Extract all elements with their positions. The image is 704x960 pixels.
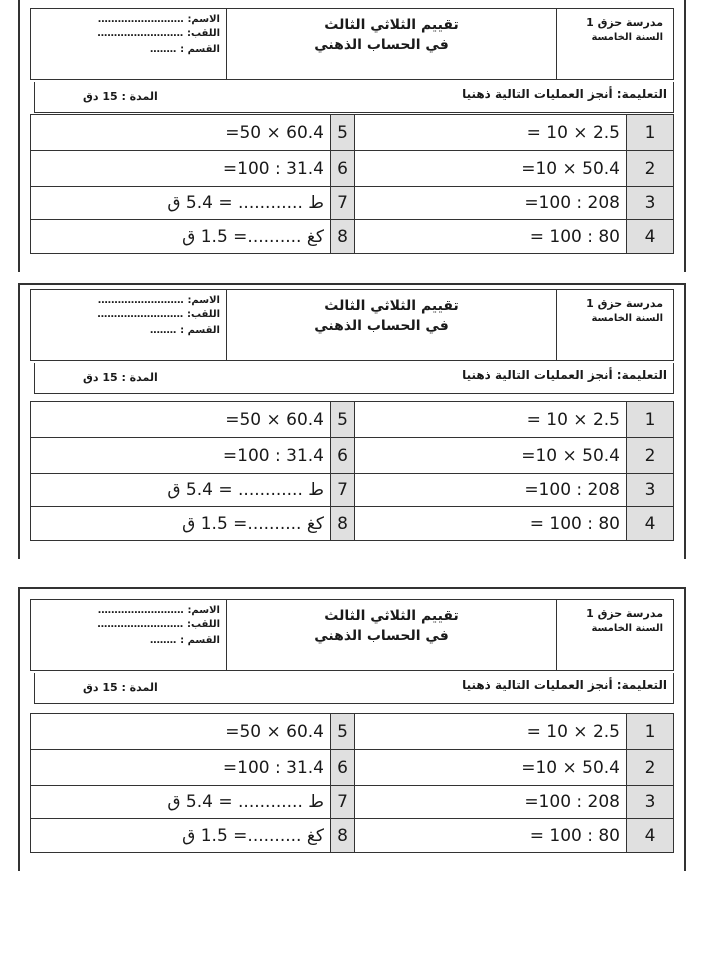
instruction-text: التعليمة: أنجز العمليات التالية ذهنيا (462, 87, 667, 101)
instruction-text: التعليمة: أنجز العمليات التالية ذهنيا (462, 678, 667, 692)
exercise-row (31, 474, 355, 507)
exercise-number: 1 (627, 402, 673, 437)
exercise-number: 7 (331, 786, 355, 818)
exercise-row (355, 507, 673, 540)
exercise-expression[interactable]: ط ............ = 5.4 ق (31, 786, 331, 818)
grade-level: السنة الخامسة (591, 313, 663, 324)
exercise-expression[interactable]: = 10 × 2.5 (355, 115, 627, 150)
grade-level: السنة الخامسة (591, 623, 663, 634)
class-label: القسم : (180, 325, 220, 336)
surname-dots: .......................... (97, 619, 183, 630)
class-field[interactable] (150, 43, 220, 57)
name-dots: .......................... (97, 14, 184, 25)
exercise-number: 6 (331, 750, 355, 785)
name-label: الاسم: (187, 14, 220, 25)
exercise-row (31, 819, 355, 852)
title-box (227, 9, 557, 79)
grade-level: السنة الخامسة (591, 32, 663, 43)
exercise-number: 3 (627, 474, 673, 506)
exercise-expression[interactable]: =10 × 50.4 (355, 151, 627, 186)
test-subtitle: في الحساب الذهني (314, 37, 449, 53)
surname-dots: .......................... (97, 28, 183, 39)
exercise-column-left (31, 714, 355, 852)
exercise-number: 1 (627, 115, 673, 150)
exercise-number: 2 (627, 151, 673, 186)
exercise-number: 5 (331, 714, 355, 749)
title-box (227, 600, 557, 670)
exercise-expression[interactable]: = 10 × 2.5 (355, 402, 627, 437)
name-label: الاسم: (187, 295, 220, 306)
exercise-number: 6 (331, 438, 355, 473)
exercise-expression[interactable]: =10 × 50.4 (355, 750, 627, 785)
exercise-expression[interactable]: ط ............ = 5.4 ق (31, 187, 331, 219)
exercise-number: 7 (331, 187, 355, 219)
exercise-row (31, 187, 355, 220)
exercise-row (355, 187, 673, 220)
exercise-row (355, 474, 673, 507)
student-info-box (31, 290, 227, 360)
exercise-number: 8 (331, 819, 355, 852)
exercise-column-right (355, 115, 673, 253)
exercise-grid (30, 114, 674, 254)
exercise-expression[interactable]: كغ ..........= 1.5 ق (31, 507, 331, 540)
exercise-number: 3 (627, 786, 673, 818)
exercise-expression[interactable]: كغ ..........= 1.5 ق (31, 819, 331, 852)
exercise-number: 3 (627, 187, 673, 219)
exercise-expression[interactable]: = 100 : 80 (355, 220, 627, 253)
exercise-row (31, 714, 355, 750)
exercise-row (355, 714, 673, 750)
name-label: الاسم: (187, 605, 220, 616)
exercise-number: 4 (627, 507, 673, 540)
duration-text: المدة : 15 دق (83, 681, 158, 694)
exercise-number: 7 (331, 474, 355, 506)
surname-field[interactable] (97, 27, 220, 41)
test-title: تقييم الثلاثي الثالث (324, 608, 459, 624)
exercise-row (31, 402, 355, 438)
exercise-row (355, 438, 673, 474)
school-name: مدرسة حزق 1 (586, 297, 663, 310)
name-dots: .......................... (97, 605, 184, 616)
exercise-grid (30, 401, 674, 541)
class-label: القسم : (180, 635, 220, 646)
surname-label: اللقب: (186, 309, 220, 320)
exercise-expression[interactable]: كغ ..........= 1.5 ق (31, 220, 331, 253)
exercise-expression[interactable]: =100 : 31.4 (31, 750, 331, 785)
test-title: تقييم الثلاثي الثالث (324, 298, 459, 314)
exercise-row (31, 220, 355, 253)
exercise-number: 5 (331, 115, 355, 150)
test-sheet-2 (18, 283, 686, 559)
school-name: مدرسة حزق 1 (586, 16, 663, 29)
exercise-row (355, 220, 673, 253)
class-dots: ........ (149, 325, 177, 336)
class-dots: ........ (149, 635, 177, 646)
exercise-row (355, 819, 673, 852)
exercise-expression[interactable]: =50 × 60.4 (31, 402, 331, 437)
exercise-column-left (31, 402, 355, 540)
student-info-box (31, 600, 227, 670)
test-sheet-3 (18, 587, 686, 871)
instruction-bar (34, 673, 674, 704)
exercise-row (31, 507, 355, 540)
instruction-bar (34, 363, 674, 394)
school-name: مدرسة حزق 1 (586, 607, 663, 620)
exercise-number: 4 (627, 220, 673, 253)
school-box (557, 9, 673, 79)
name-field[interactable] (98, 13, 220, 27)
school-box (557, 290, 673, 360)
exercise-row (31, 151, 355, 187)
exercise-number: 4 (627, 819, 673, 852)
test-subtitle: في الحساب الذهني (314, 318, 449, 334)
student-info-box (31, 9, 227, 79)
exercise-grid (30, 713, 674, 853)
exercise-expression[interactable]: =100 : 31.4 (31, 438, 331, 473)
exercise-row (31, 750, 355, 786)
surname-dots: .......................... (97, 309, 183, 320)
exercise-row (355, 402, 673, 438)
exercise-row (355, 115, 673, 151)
exercise-expression[interactable]: =50 × 60.4 (31, 714, 331, 749)
sheet-header (30, 599, 674, 671)
surname-label: اللقب: (186, 28, 220, 39)
exercise-number: 8 (331, 220, 355, 253)
exercise-row (31, 115, 355, 151)
title-box (227, 290, 557, 360)
exercise-row (31, 786, 355, 819)
instruction-text: التعليمة: أنجز العمليات التالية ذهنيا (462, 368, 667, 382)
test-title: تقييم الثلاثي الثالث (324, 17, 459, 33)
class-label: القسم : (180, 44, 220, 55)
sheet-header (30, 289, 674, 361)
duration-text: المدة : 15 دق (83, 90, 158, 103)
exercise-expression[interactable]: =100 : 31.4 (31, 151, 331, 186)
exercise-number: 1 (627, 714, 673, 749)
duration-text: المدة : 15 دق (83, 371, 158, 384)
class-field[interactable] (150, 324, 220, 338)
name-field[interactable] (98, 294, 220, 308)
exercise-column-right (355, 402, 673, 540)
exercise-expression[interactable]: =100 : 208 (355, 474, 627, 506)
name-field[interactable] (98, 604, 220, 618)
surname-field[interactable] (97, 618, 220, 632)
test-subtitle: في الحساب الذهني (314, 628, 449, 644)
exercise-expression[interactable]: ط ............ = 5.4 ق (31, 474, 331, 506)
exercise-expression[interactable]: =50 × 60.4 (31, 115, 331, 150)
exercise-expression[interactable]: = 100 : 80 (355, 819, 627, 852)
name-dots: .......................... (97, 295, 184, 306)
exercise-expression[interactable]: = 100 : 80 (355, 507, 627, 540)
exercise-expression[interactable]: =100 : 208 (355, 786, 627, 818)
exercise-column-left (31, 115, 355, 253)
school-box (557, 600, 673, 670)
test-sheet-1 (18, 0, 686, 272)
class-field[interactable] (150, 634, 220, 648)
surname-field[interactable] (97, 308, 220, 322)
exercise-number: 2 (627, 438, 673, 473)
exercise-expression[interactable]: =10 × 50.4 (355, 438, 627, 473)
surname-label: اللقب: (186, 619, 220, 630)
sheet-header (30, 8, 674, 80)
exercise-row (355, 151, 673, 187)
exercise-number: 5 (331, 402, 355, 437)
exercise-expression[interactable]: =100 : 208 (355, 187, 627, 219)
exercise-number: 8 (331, 507, 355, 540)
exercise-number: 6 (331, 151, 355, 186)
exercise-row (31, 438, 355, 474)
exercise-row (355, 750, 673, 786)
class-dots: ........ (149, 44, 177, 55)
exercise-number: 2 (627, 750, 673, 785)
exercise-row (355, 786, 673, 819)
exercise-column-right (355, 714, 673, 852)
instruction-bar (34, 82, 674, 113)
exercise-expression[interactable]: = 10 × 2.5 (355, 714, 627, 749)
